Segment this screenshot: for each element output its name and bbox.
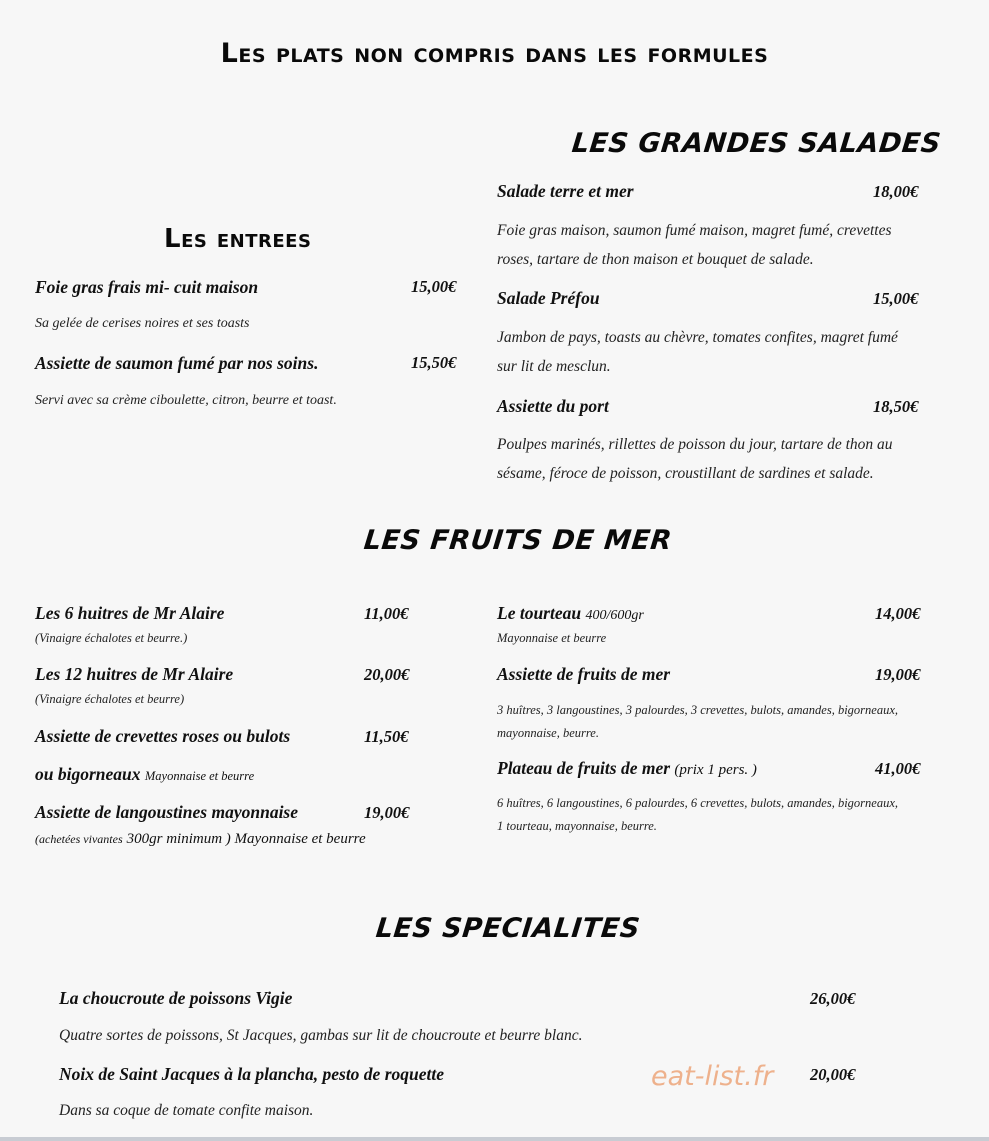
fruit-inline-note: (prix 1 pers. ) (674, 762, 757, 778)
fruit-desc-small: (achetées vivantes (35, 832, 123, 846)
entree-price: 15,00€ (411, 277, 457, 296)
fruit-desc: (Vinaigre échalotes et beurre) (35, 692, 185, 706)
salade-price: 18,50€ (873, 397, 919, 416)
salade-desc: sésame, féroce de poisson, croustillant de sardines et salade. (497, 465, 874, 482)
specialite-price: 26,00€ (810, 989, 856, 1008)
specialite-desc: Quatre sortes de poissons, St Jacques, gambas sur lit de choucroute et beurre blanc. (59, 1027, 583, 1044)
fruit-name-row (497, 603, 644, 624)
salade-price: 18,00€ (873, 182, 919, 201)
fruit-name: Assiette de langoustines mayonnaise (35, 802, 299, 822)
fruit-desc: 3 huîtres, 3 langoustines, 3 palourdes, 3 crevettes, bulots, amandes, bigorneaux, (497, 703, 899, 717)
salade-desc: Jambon de pays, toasts au chèvre, tomates confites, magret fumé (497, 329, 898, 346)
fruit-name-row (497, 758, 757, 779)
fruit-desc: (Vinaigre échalotes et beurre.) (35, 631, 188, 645)
fruit-name: Assiette de crevettes roses ou bulots (35, 726, 291, 746)
fruit-name: Assiette de fruits de mer (497, 664, 671, 684)
entree-desc: Sa gelée de cerises noires et ses toasts (35, 316, 250, 331)
fruit-price: 19,00€ (875, 665, 921, 684)
salade-desc: sur lit de mesclun. (497, 358, 611, 375)
fruit-inline-note: 400/600gr (585, 608, 644, 623)
fruit-name: Plateau de fruits de mer (497, 758, 671, 778)
fruit-price: 14,00€ (875, 604, 921, 623)
entree-name: Foie gras frais mi- cuit maison (35, 277, 259, 297)
fruit-desc: mayonnaise, beurre. (497, 726, 599, 740)
specialite-name: La choucroute de poissons Vigie (59, 988, 293, 1008)
fruit-price: 20,00€ (364, 665, 410, 684)
fruit-desc: 1 tourteau, mayonnaise, beurre. (497, 819, 657, 833)
salade-price: 15,00€ (873, 289, 919, 308)
fruit-name: Les 6 huitres de Mr Alaire (35, 603, 225, 623)
specialites-heading: LES SPECIALITES (374, 913, 642, 944)
entree-name: Assiette de saumon fumé par nos soins. (35, 353, 319, 373)
entree-desc: Servi avec sa crème ciboulette, citron, beurre et toast. (35, 393, 337, 408)
salade-desc: Poulpes marinés, rillettes de poisson du jour, tartare de thon au (497, 436, 893, 453)
salades-heading: LES GRANDES SALADES (570, 128, 943, 159)
page-title: Les plats non compris dans les formules (220, 38, 769, 69)
specialite-price: 20,00€ (810, 1065, 856, 1084)
salade-name: Salade terre et mer (497, 181, 634, 201)
fruit-inline-note: Mayonnaise et beurre (144, 769, 255, 783)
fruit-price: 19,00€ (364, 803, 410, 822)
fruits-heading: LES FRUITS DE MER (362, 525, 674, 556)
fruit-name: Le tourteau (497, 603, 582, 623)
fruit-desc-large: 300gr minimum ) Mayonnaise et beurre (126, 831, 366, 847)
fruit-desc (35, 830, 366, 848)
bottom-divider (0, 1137, 989, 1141)
fruit-price: 11,00€ (364, 604, 409, 623)
specialite-name: Noix de Saint Jacques à la plancha, pesto de roquette (59, 1064, 444, 1084)
entrees-heading: Les entrees (164, 224, 312, 254)
watermark-logo: eat-list.fr (651, 1061, 774, 1092)
fruit-price: 11,50€ (364, 727, 409, 746)
salade-name: Assiette du port (497, 396, 609, 416)
salade-desc: roses, tartare de thon maison et bouquet de salade. (497, 251, 814, 268)
fruit-name-continued (35, 764, 254, 785)
fruit-name: Les 12 huitres de Mr Alaire (35, 664, 234, 684)
fruit-name-line2: ou bigorneaux (35, 764, 141, 784)
fruit-price: 41,00€ (875, 759, 921, 778)
specialite-desc: Dans sa coque de tomate confite maison. (59, 1102, 314, 1119)
fruit-desc: 6 huîtres, 6 langoustines, 6 palourdes, 6 crevettes, bulots, amandes, bigorneaux, (497, 796, 899, 810)
fruit-desc: Mayonnaise et beurre (497, 631, 607, 645)
salade-name: Salade Préfou (497, 288, 600, 308)
entree-price: 15,50€ (411, 353, 457, 372)
salade-desc: Foie gras maison, saumon fumé maison, magret fumé, crevettes (497, 222, 892, 239)
